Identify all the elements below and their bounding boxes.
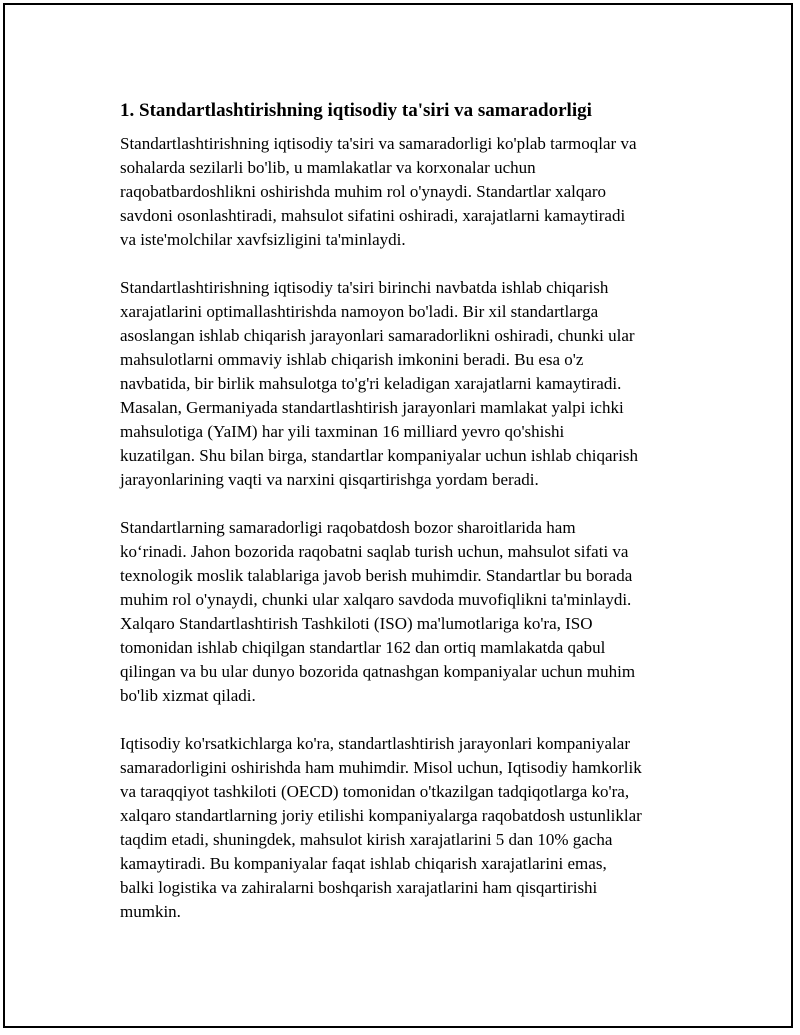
text-line: xalqaro standartlarning joriy etilishi kompaniyalarga raqobatdosh ustunliklar (120, 806, 642, 825)
text-line: taqdim etadi, shuningdek, mahsulot kirish xarajatlarini 5 dan 10% gacha (120, 830, 613, 849)
text-line: bo'lib xizmat qiladi. (120, 686, 256, 705)
text-line: mumkin. (120, 902, 181, 921)
text-line: muhim rol o'ynaydi, chunki ular xalqaro savdoda muvofiqlikni ta'minlaydi. (120, 590, 632, 609)
text-line: navbatida, bir birlik mahsulotga to'g'ri keladigan xarajatlarni kamaytiradi. (120, 374, 622, 393)
text-line: Standartlashtirishning iqtisodiy ta'siri birinchi navbatda ishlab chiqarish (120, 278, 609, 297)
text-line: va taraqqiyot tashkiloti (OECD) tomonidan o'tkazilgan tadqiqotlarga ko'ra, (120, 782, 630, 801)
text-line: jarayonlarining vaqti va narxini qisqartirishga yordam beradi. (120, 470, 539, 489)
document-page (3, 3, 793, 1028)
paragraph-4 (120, 732, 692, 924)
text-line: Iqtisodiy ko'rsatkichlarga ko'ra, standartlashtirish jarayonlari kompaniyalar (120, 734, 630, 753)
text-line: kamaytiradi. Bu kompaniyalar faqat ishlab chiqarish xarajatlarini emas, (120, 854, 607, 873)
paragraph-1 (120, 132, 692, 252)
text-line: kuzatilgan. Shu bilan birga, standartlar kompaniyalar uchun ishlab chiqarish (120, 446, 639, 465)
paragraph-2 (120, 276, 692, 492)
text-line: sohalarda sezilarli bo'lib, u mamlakatlar va korxonalar uchun (120, 158, 536, 177)
text-line: balki logistika va zahiralarni boshqarish xarajatlarini ham qisqartirishi (120, 878, 598, 897)
document-content (120, 98, 692, 948)
text-line: mahsulotlarni ommaviy ishlab chiqarish imkonini beradi. Bu esa o'z (120, 350, 584, 369)
section-heading: 1. Standartlashtirishning iqtisodiy ta'siri va samaradorligi (120, 100, 592, 121)
paragraph-3 (120, 516, 692, 708)
text-line: Standartlarning samaradorligi raqobatdosh bozor sharoitlarida ham (120, 518, 576, 537)
text-line: va iste'molchilar xavfsizligini ta'minlaydi. (120, 230, 406, 249)
text-line: texnologik moslik talablariga javob berish muhimdir. Standartlar bu borada (120, 566, 633, 585)
text-line: raqobatbardoshlikni oshirishda muhim rol o'ynaydi. Standartlar xalqaro (120, 182, 607, 201)
text-line: tomonidan ishlab chiqilgan standartlar 162 dan ortiq mamlakatda qabul (120, 638, 606, 657)
text-line: ko‘rinadi. Jahon bozorida raqobatni saqlab turish uchun, mahsulot sifati va (120, 542, 629, 561)
text-line: samaradorligini oshirishda ham muhimdir. Misol uchun, Iqtisodiy hamkorlik (120, 758, 642, 777)
text-line: mahsulotiga (YaIM) har yili taxminan 16 milliard yevro qo'shishi (120, 422, 565, 441)
text-line: Xalqaro Standartlashtirish Tashkiloti (ISO) ma'lumotlariga ko'ra, ISO (120, 614, 593, 633)
text-line: asoslangan ishlab chiqarish jarayonlari samaradorlikni oshiradi, chunki ular (120, 326, 635, 345)
text-line: Masalan, Germaniyada standartlashtirish jarayonlari mamlakat yalpi ichki (120, 398, 624, 417)
text-line: savdoni osonlashtiradi, mahsulot sifatini oshiradi, xarajatlarni kamaytiradi (120, 206, 626, 225)
text-line: xarajatlarini optimallashtirishda namoyon bo'ladi. Bir xil standartlarga (120, 302, 599, 321)
text-line: qilingan va bu ular dunyo bozorida qatnashgan kompaniyalar uchun muhim (120, 662, 636, 681)
text-line: Standartlashtirishning iqtisodiy ta'siri va samaradorligi ko'plab tarmoqlar va (120, 134, 637, 153)
